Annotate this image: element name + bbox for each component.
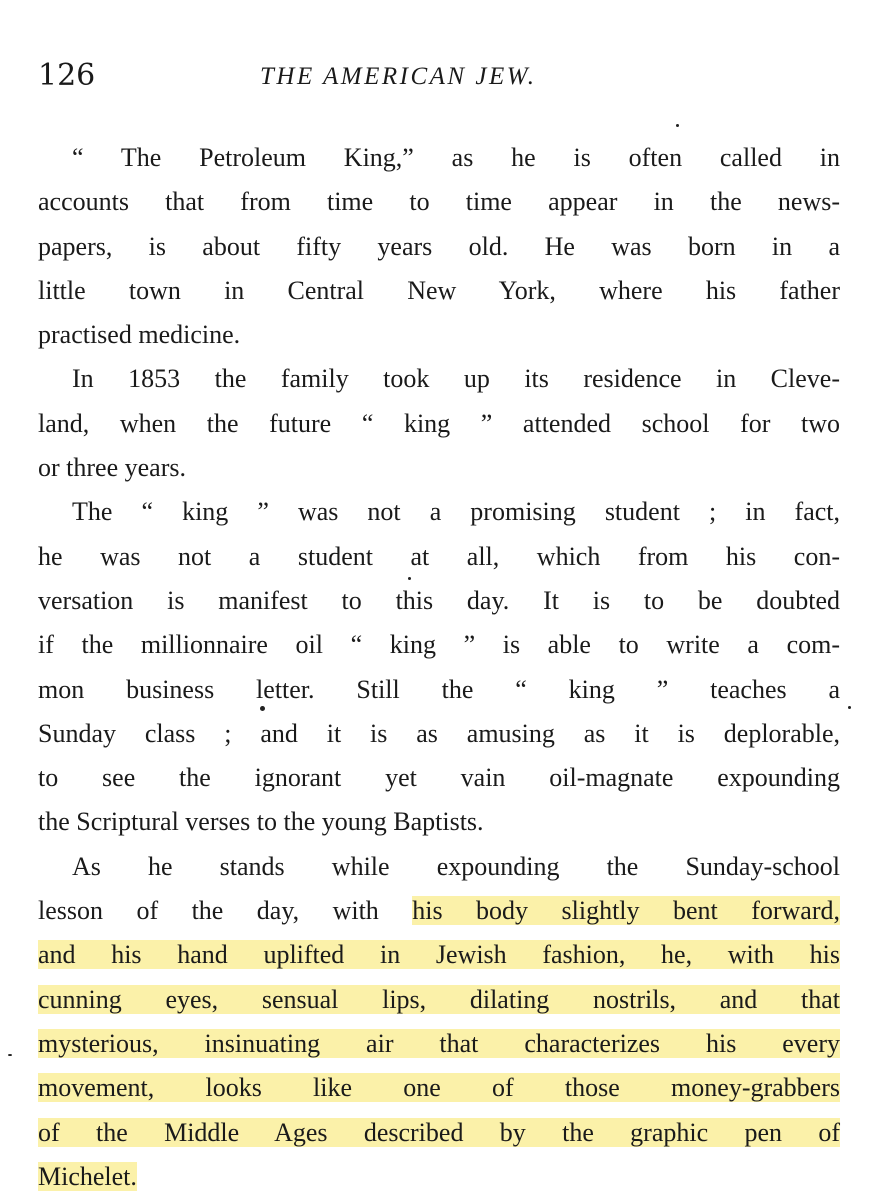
text-line: the Scriptural verses to the young Baptists. xyxy=(38,807,484,837)
page-number: 126 xyxy=(38,58,96,93)
text-line-highlighted xyxy=(38,1022,840,1066)
text-line: little town in Central New York, where his father xyxy=(38,275,840,305)
paragraph-1 xyxy=(38,136,840,357)
text-line: In 1853 the family took up its residence in Cleve- xyxy=(72,364,840,394)
print-speck xyxy=(848,706,851,709)
text-line-highlighted xyxy=(38,1066,840,1110)
paragraph-3 xyxy=(38,490,840,844)
text-line-highlighted xyxy=(38,1111,840,1155)
text-segment: lesson of the day, with xyxy=(38,896,413,926)
print-speck xyxy=(676,124,679,127)
text-line: he was not a student at all, which from his con- xyxy=(38,541,840,571)
paragraph-4 xyxy=(38,845,840,1199)
highlighted-text: his body slightly bent forward, xyxy=(412,896,840,926)
text-line: practised medicine. xyxy=(38,320,241,350)
text-line: to see the ignorant yet vain oil-magnate expounding xyxy=(38,763,840,793)
text-line-highlighted xyxy=(38,933,840,977)
text-line: mon business letter. Still the “ king ” teaches a xyxy=(38,674,840,704)
print-speck xyxy=(8,1054,12,1056)
text-line: As he stands while expounding the Sunday-school xyxy=(72,851,840,881)
print-speck xyxy=(260,706,265,711)
highlighted-text: movement, looks like one of those money-grabbers xyxy=(38,1073,840,1103)
text-line: papers, is about fifty years old. He was born in a xyxy=(38,231,840,261)
text-line: versation is manifest to this day. It is to be doubted xyxy=(38,585,840,615)
text-line: The “ king ” was not a promising student ; in fact, xyxy=(72,497,840,527)
text-line-mixed xyxy=(38,889,840,933)
text-line: accounts that from time to time appear in the news- xyxy=(38,187,840,217)
highlighted-text: mysterious, insinuating air that characterizes his every xyxy=(38,1028,840,1058)
text-line: “ The Petroleum King,” as he is often called in xyxy=(72,143,840,172)
text-line: if the millionnaire oil “ king ” is able to write a com- xyxy=(38,630,840,660)
paragraph-2 xyxy=(38,357,840,490)
body-text xyxy=(38,136,840,1199)
highlighted-text: and his hand uplifted in Jewish fashion, he, with his xyxy=(38,940,840,970)
text-line: or three years. xyxy=(38,453,186,483)
page-header xyxy=(38,58,838,98)
text-line-highlighted xyxy=(38,978,840,1022)
text-line: Sunday class ; and it is as amusing as it is deplorable, xyxy=(38,718,840,748)
text-line: land, when the future “ king ” attended school for two xyxy=(38,408,840,438)
running-head: THE AMERICAN JEW. xyxy=(260,63,537,90)
print-speck xyxy=(408,577,411,580)
highlighted-text: of the Middle Ages described by the graphic pen of xyxy=(38,1117,840,1147)
highlighted-text: cunning eyes, sensual lips, dilating nostrils, and that xyxy=(38,984,840,1014)
highlighted-text: Michelet. xyxy=(38,1161,137,1191)
text-line-highlighted xyxy=(38,1155,840,1199)
